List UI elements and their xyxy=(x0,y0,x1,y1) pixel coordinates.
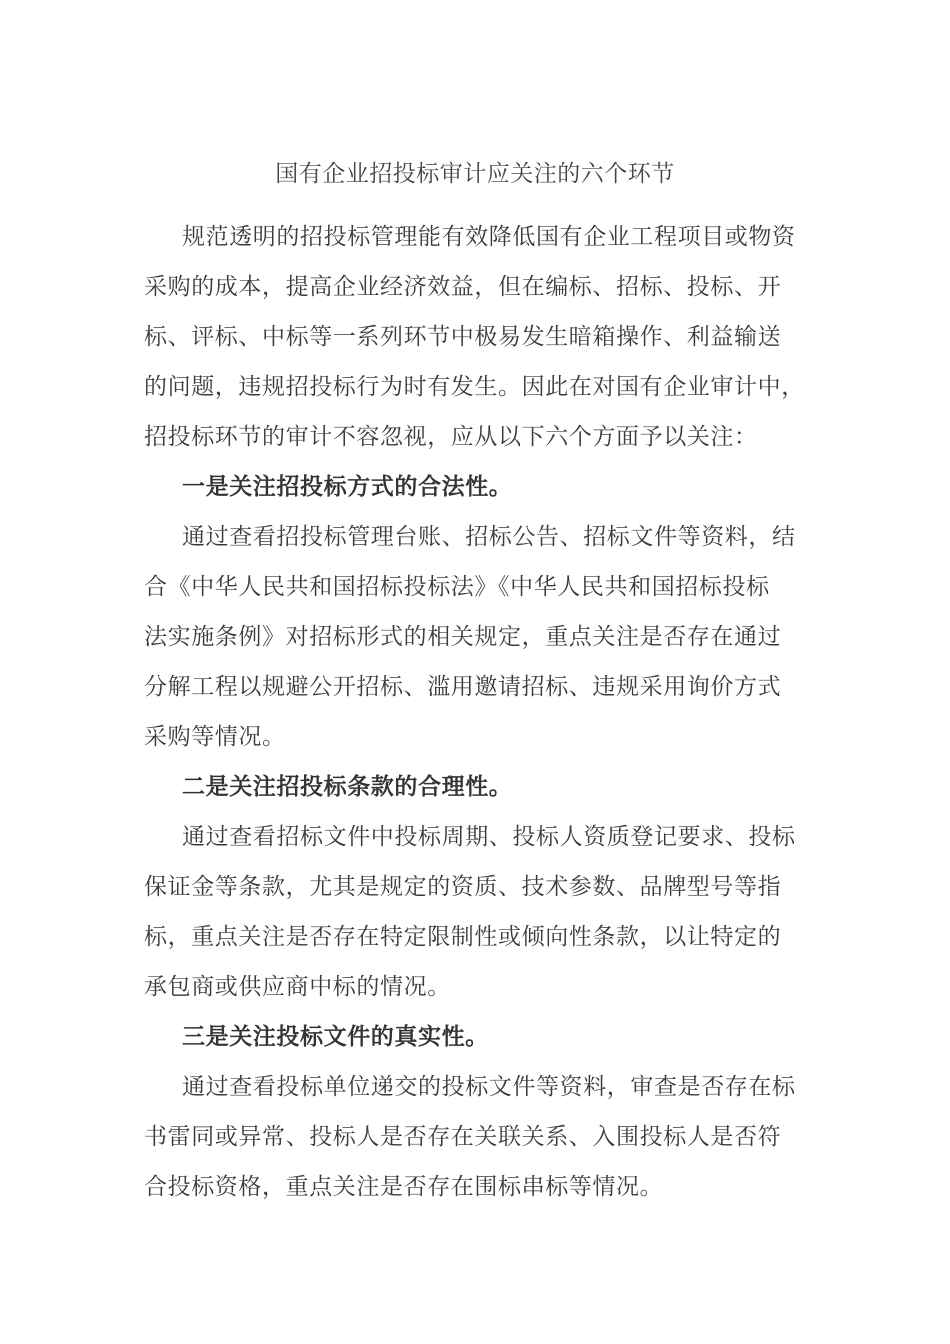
paragraph-line: 采购等情况。 xyxy=(144,724,286,750)
paragraph-line: 合《中华人民共和国招标投标法》《中华人民共和国招标投标 xyxy=(144,574,770,600)
document-body xyxy=(144,212,824,1212)
paragraph-line: 合投标资格，重点关注是否存在围标串标等情况。 xyxy=(144,1174,664,1200)
section-heading-2: 二是关注招投标条款的合理性。 xyxy=(182,774,513,800)
paragraph-line: 标，重点关注是否存在特定限制性或倾向性条款，以让特定的 xyxy=(144,924,782,950)
paragraph-line: 通过查看招投标管理台账、招标公告、招标文件等资料，结 xyxy=(182,524,796,550)
paragraph-line: 书雷同或异常、投标人是否存在关联关系、入围投标人是否符 xyxy=(144,1124,782,1150)
paragraph-line: 规范透明的招投标管理能有效降低国有企业工程项目或物资 xyxy=(182,224,796,250)
document-title: 国有企业招投标审计应关注的六个环节 xyxy=(275,161,675,187)
paragraph-line: 招投标环节的审计不容忽视，应从以下六个方面予以关注： xyxy=(144,424,758,450)
section-heading-3: 三是关注投标文件的真实性。 xyxy=(182,1024,489,1050)
paragraph-line: 分解工程以规避公开招标、滥用邀请招标、违规采用询价方式 xyxy=(144,674,782,700)
paragraph-line: 通过查看招标文件中投标周期、投标人资质登记要求、投标 xyxy=(182,824,796,850)
paragraph-line: 承包商或供应商中标的情况。 xyxy=(144,974,451,1000)
paragraph-line: 法实施条例》对招标形式的相关规定，重点关注是否存在通过 xyxy=(144,624,782,650)
paragraph-line: 采购的成本，提高企业经济效益，但在编标、招标、投标、开 xyxy=(144,274,782,300)
paragraph-line: 标、评标、中标等一系列环节中极易发生暗箱操作、利益输送 xyxy=(144,324,782,350)
paragraph-line: 通过查看投标单位递交的投标文件等资料，审查是否存在标 xyxy=(182,1074,796,1100)
paragraph-line: 保证金等条款，尤其是规定的资质、技术参数、品牌型号等指 xyxy=(144,874,782,900)
paragraph-line: 的问题，违规招投标行为时有发生。因此在对国有企业审计中， xyxy=(144,374,805,400)
section-heading-1: 一是关注招投标方式的合法性。 xyxy=(182,474,513,500)
